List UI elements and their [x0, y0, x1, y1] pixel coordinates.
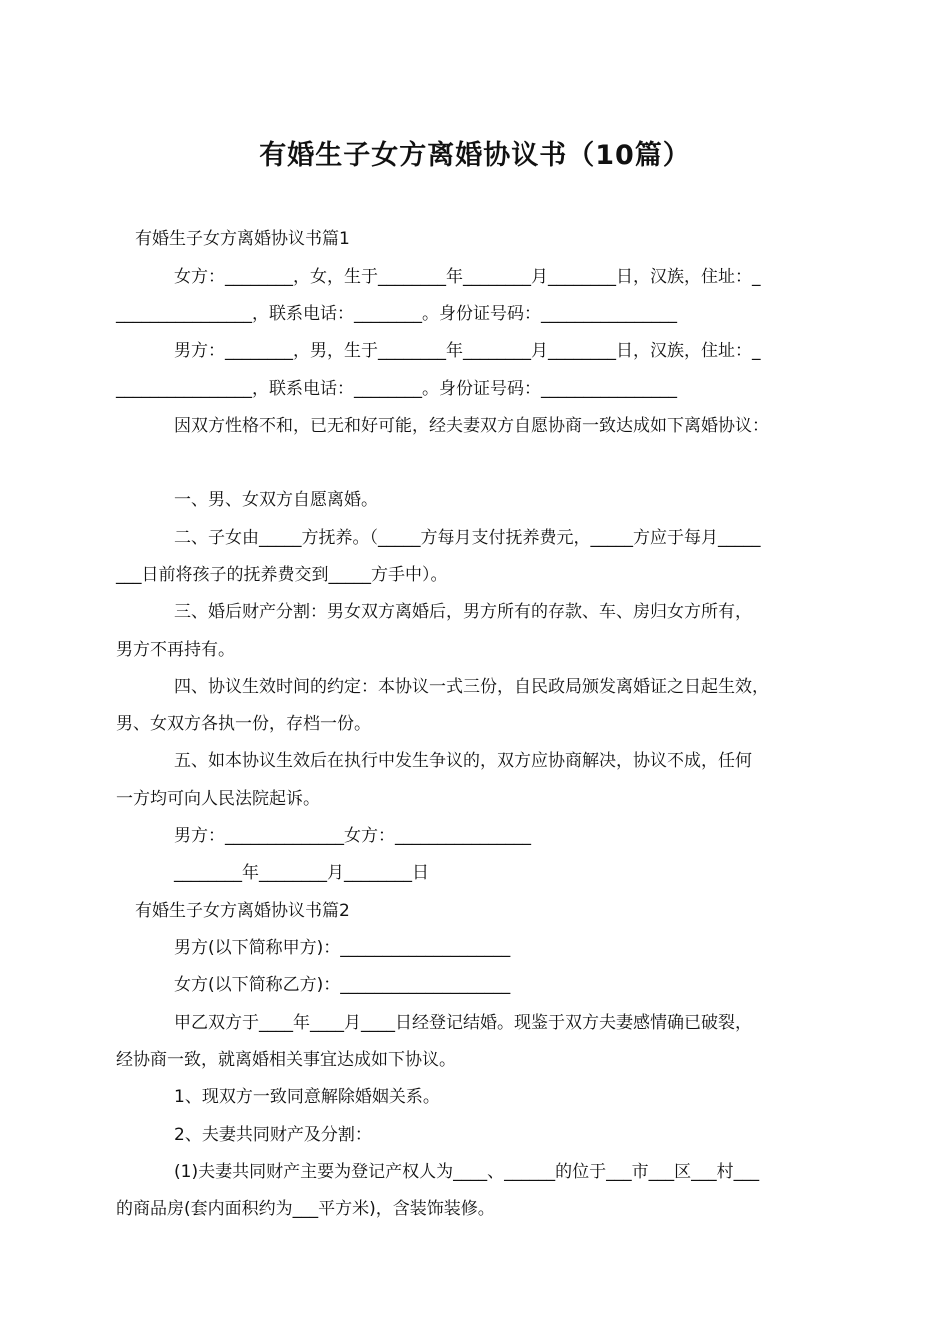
- paragraph-line: 1、现双方一致同意解除婚姻关系。: [174, 1087, 440, 1107]
- paragraph-line: 男方(以下简称甲方)：____________________: [174, 938, 511, 958]
- paragraph-line: 经协商一致，就离婚相关事宜达成如下协议。: [116, 1050, 456, 1070]
- paragraph-line: 一、男、女双方自愿离婚。: [174, 490, 378, 510]
- paragraph-line: 男方：________，男，生于________年________月________日，汉族，住址：_: [174, 341, 761, 361]
- paragraph-line: 五、如本协议生效后在执行中发生争议的，双方应协商解决，协议不成，任何: [174, 751, 752, 771]
- paragraph-line: 有婚生子女方离婚协议书篇1: [135, 229, 350, 249]
- paragraph-line: 女方：________，女，生于________年________月________日，汉族，住址：_: [174, 267, 761, 287]
- paragraph-line: 男方：______________女方：________________: [174, 826, 531, 846]
- paragraph-line: 二、子女由_____方抚养。（_____方每月支付抚养费元，_____方应于每月_____: [174, 528, 761, 548]
- paragraph-line: 的商品房(套内面积约为___平方米)，含装饰装修。: [116, 1199, 495, 1219]
- paragraph-line: 男、女双方各执一份，存档一份。: [116, 714, 371, 734]
- paragraph-line: 有婚生子女方离婚协议书篇2: [135, 901, 350, 921]
- paragraph-line: ________________，联系电话：________。身份证号码：________________: [116, 304, 677, 324]
- paragraph-line: (1)夫妻共同财产主要为登记产权人为____、______的位于___市___区___村___: [174, 1162, 760, 1182]
- paragraph-line: ________年________月________日: [174, 863, 429, 883]
- paragraph-line: 女方(以下简称乙方)：____________________: [174, 975, 511, 995]
- paragraph-line: ___日前将孩子的抚养费交到_____方手中）。: [116, 565, 448, 585]
- paragraph-line: 2、夫妻共同财产及分割：: [174, 1125, 372, 1145]
- paragraph-line: ________________，联系电话：________。身份证号码：________________: [116, 379, 677, 399]
- paragraph-line: 甲乙双方于____年____月____日经登记结婚。现鉴于双方夫妻感情确已破裂，: [174, 1013, 752, 1033]
- paragraph-line: 四、协议生效时间的约定：本协议一式三份，自民政局颁发离婚证之日起生效，: [174, 677, 769, 697]
- paragraph-line: 一方均可向人民法院起诉。: [116, 789, 320, 809]
- document-title: 有婚生子女方离婚协议书（10篇）: [259, 140, 691, 171]
- paragraph-line: 因双方性格不和，已无和好可能，经夫妻双方自愿协商一致达成如下离婚协议：: [174, 416, 769, 436]
- paragraph-line: 三、婚后财产分割：男女双方离婚后，男方所有的存款、车、房归女方所有，: [174, 602, 752, 622]
- paragraph-line: 男方不再持有。: [116, 640, 235, 660]
